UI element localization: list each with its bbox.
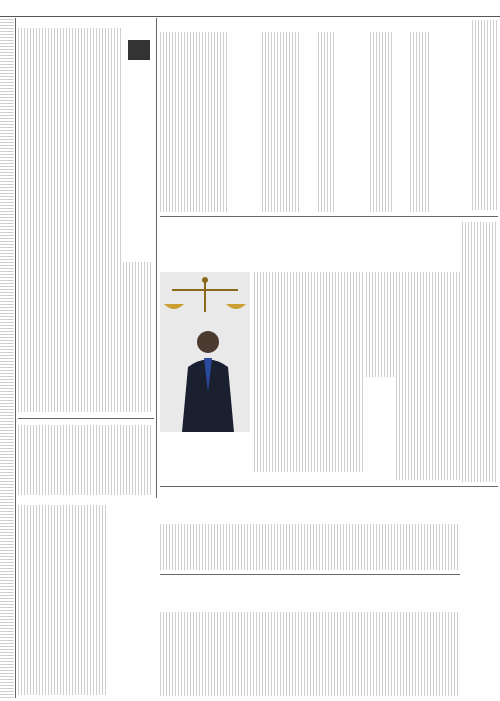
news-item-7 bbox=[230, 32, 244, 207]
divider bbox=[18, 418, 154, 419]
news-item-6 bbox=[246, 32, 260, 207]
left-story-headline bbox=[126, 505, 156, 695]
editorial-body bbox=[18, 28, 122, 263]
article-body bbox=[366, 272, 394, 377]
divider bbox=[160, 216, 498, 217]
editorial-title bbox=[126, 68, 152, 258]
divider bbox=[15, 18, 16, 698]
news-item-3 bbox=[354, 32, 368, 207]
article-body bbox=[370, 32, 392, 212]
left-text-column bbox=[0, 18, 14, 698]
news-item-4 bbox=[338, 32, 352, 207]
main-story-body bbox=[254, 272, 364, 472]
trade-body bbox=[160, 612, 460, 696]
article-body bbox=[262, 32, 300, 212]
side-story-headline bbox=[366, 382, 394, 482]
economy-body bbox=[160, 524, 460, 570]
article-body bbox=[396, 272, 460, 480]
left-story-body bbox=[18, 505, 106, 695]
news-digest bbox=[160, 20, 450, 215]
editorial-label bbox=[128, 40, 150, 60]
news-item-5 bbox=[302, 32, 316, 207]
photo bbox=[160, 272, 250, 432]
article-body bbox=[318, 32, 336, 212]
left-story-subhead bbox=[108, 505, 124, 695]
right-story-headline bbox=[466, 492, 498, 692]
divider bbox=[160, 486, 498, 487]
article-body bbox=[18, 262, 153, 412]
divider bbox=[156, 18, 157, 498]
news-item-1 bbox=[454, 20, 470, 205]
news-item-2 bbox=[394, 32, 408, 207]
article-body bbox=[160, 32, 228, 212]
article-body bbox=[410, 32, 430, 212]
article-body bbox=[462, 222, 498, 482]
photo-caption-block bbox=[160, 432, 250, 470]
article-body bbox=[18, 425, 153, 495]
page-header bbox=[0, 0, 500, 17]
article-body bbox=[472, 20, 498, 210]
divider bbox=[160, 574, 460, 575]
photo-image bbox=[160, 272, 250, 432]
